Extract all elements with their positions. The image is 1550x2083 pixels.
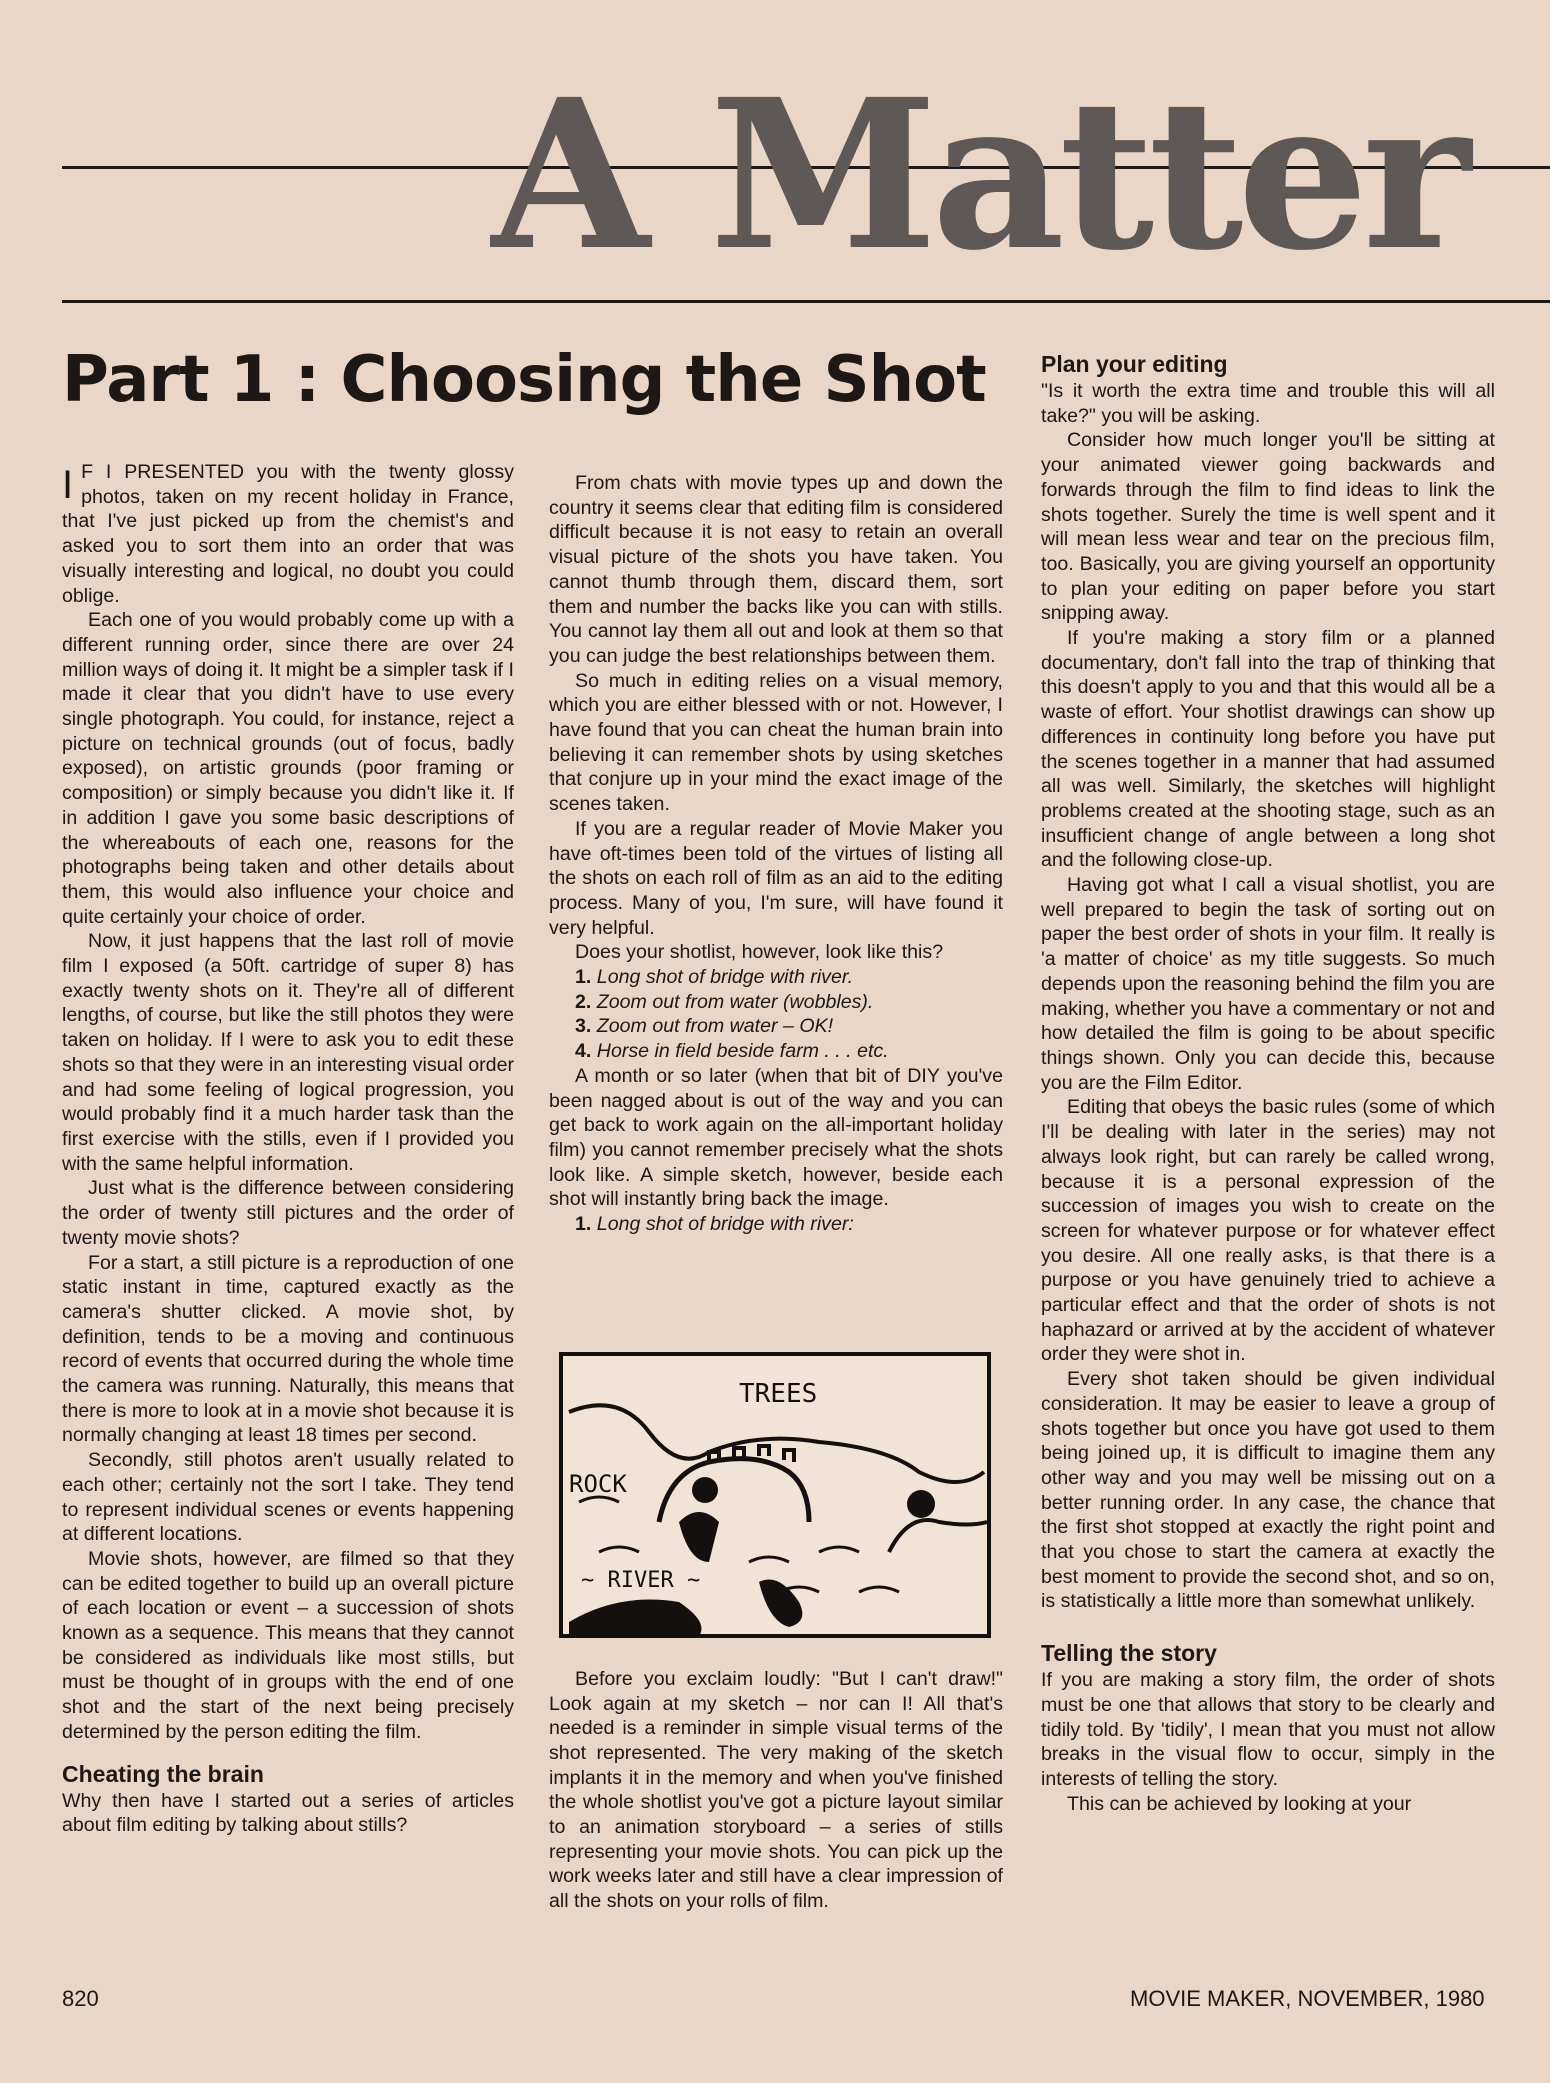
column-2 xyxy=(549,471,1003,1914)
sketch-caption: 1. Long shot of bridge with river: xyxy=(575,1213,854,1236)
tree-blob xyxy=(907,1490,935,1518)
sketch-label-river: ~ RIVER ~ xyxy=(581,1568,701,1593)
shotlist-item: 3. Zoom out from water – OK! xyxy=(575,1015,834,1038)
paragraph: For a start, a still picture is a reproduction of one static instant in time, captured exactly as the camera's shutter clicked. A movie shot, by definition, tends to be a moving and continuous record of events that occurred during the whole time the camera was running. Naturally, this means that there is more to look at in a movie shot because it is normally changing at least 18 times per second. xyxy=(62,1251,514,1447)
paragraph: Each one of you would probably come up with a different running order, since there are over 24 million ways of doing it. It might be a simpler task if I made it clear that you didn't have to use every single photograph. You could, for instance, reject a picture on technical grounds (out of focus, badly exposed), on artistic grounds (poor framing or composition) or simply because you didn't like it. If in addition I gave you some basic descriptions of the whereabouts of each one, reasons for the photographs being taken and other details about them, this would also influence your choice and quite certainly your choice of order. xyxy=(62,609,514,928)
paragraph: Secondly, still photos aren't usually related to each other; certainly not the sort I take. They tend to represent individual scenes or events happening at different locations. xyxy=(62,1449,514,1546)
paragraph: Having got what I call a visual shotlist, you are well prepared to begin the task of sorting out on paper the best order of shots in your film. It really is 'a matter of choice' as my title suggests. So much depends upon the reasoning behind the film you are making, whether you have a commentary or not and how detailed the film is going to be about specific things shown. Only you can decide this, because you are the Film Editor. xyxy=(1041,874,1495,1094)
paragraph: Editing that obeys the basic rules (some of which I'll be dealing with later in the series) may not always look right, but can rarely be called wrong, because it is a personal expression of the succession of images you wish to create on the screen for whatever purpose or for whatever effect you desire. All one really asks, is that there is a purpose or you have genuinely tried to achieve a particular effect and that the order of shots is not haphazard or arrived at by the accident of whatever order they were shot in. xyxy=(1041,1096,1495,1366)
paragraph: Consider how much longer you'll be sitting at your animated viewer going backwards and forwards through the film to find ideas to link the shots together. Surely the time is well spent and it will mean less wear and tear on the precious film, too. Basically, you are giving yourself an opportunity to plan your editing on paper before you start snipping away. xyxy=(1041,429,1495,625)
sketch-label-trees: TREES xyxy=(739,1379,818,1409)
subheading-plan-your-editing: Plan your editing xyxy=(1041,351,1228,377)
paragraph: I F I PRESENTED you with the twenty glossy photos, taken on my recent holiday in France, that I've just picked up from the chemist's and asked you to sort them into an order that was visually interesting and logical, no doubt you could oblige. xyxy=(62,461,514,607)
tree-blob xyxy=(692,1477,718,1503)
masthead-title: A Matter xyxy=(490,55,1465,295)
sketch-label-rock: ROCK xyxy=(569,1470,627,1498)
shotlist-item: 4. Horse in field beside farm . . . etc. xyxy=(575,1040,889,1063)
issue-footer: MOVIE MAKER, NOVEMBER, 1980 xyxy=(1130,1986,1485,2011)
paragraph: If you are a regular reader of Movie Maker you have oft-times been told of the virtues of listing all the shots on each roll of film as an aid to the editing process. Many of you, I'm sure, will have found it very helpful. xyxy=(549,817,1003,939)
paragraph: "Is it worth the extra time and trouble this will all take?" you will be asking. xyxy=(1041,380,1495,427)
page-number: 820 xyxy=(62,1986,99,2011)
bridge-sketch-illustration xyxy=(559,1352,991,1638)
drop-cap: I xyxy=(62,463,74,507)
paragraph: If you are making a story film, the order of shots must be one that allows that story to be clearly and tidily told. By 'tidily', I mean that you must not allow breaks in the visual flow to occur, simply in the interests of telling the story. xyxy=(1041,1669,1495,1790)
paragraph: If you're making a story film or a planned documentary, don't fall into the trap of thinking that this doesn't apply to you and that this would all be a waste of effort. Your shotlist drawings can show up differences in continuity long before you have put the scenes together in a manner that had assumed all was well. Similarly, the sketches will highlight problems created at the shooting stage, such as an insufficient change of angle between a long shot and the following close-up. xyxy=(1041,627,1495,872)
paragraph: Why then have I started out a series of articles about film editing by talking about stills? xyxy=(62,1789,514,1837)
shotlist-item: 1. Long shot of bridge with river. xyxy=(575,966,854,989)
paragraph: Before you exclaim loudly: "But I can't draw!" Look again at my sketch – nor can I! All that's needed is a reminder in simple visual terms of the shot represented. The very making of the sketch implants it in the memory and when you've finished the whole shotlist you've got a picture layout similar to an animation storyboard – a series of stills representing your movie shots. You can pick up the work weeks later and still have a clear impression of all the shots on your rolls of film. xyxy=(549,1667,1003,1913)
masthead-bottom-rule xyxy=(62,300,1550,303)
column-1 xyxy=(62,460,514,1838)
article-title: Part 1 : Choosing the Shot xyxy=(62,343,986,417)
shotlist-item: 2. Zoom out from water (wobbles). xyxy=(575,990,874,1013)
paragraph: This can be achieved by looking at your xyxy=(1067,1792,1412,1815)
paragraph: Now, it just happens that the last roll of movie film I exposed (a 50ft. cartridge of super 8) has exactly twenty shots on it. They're all of different lengths, of course, but like the still photos they were taken on holiday. If I were to ask you to edit these shots so that they were in an interesting visual order and had some feeling of logical progression, you would probably find it a much harder task than the first exercise with the stills, even if I provided you with the same helpful information. xyxy=(62,930,514,1175)
paragraph: A month or so later (when that bit of DIY you've been nagged about is out of the way and you can get back to work again on the all-important holiday film) you cannot remember precisely what the shots look like. A simple sketch, however, beside each shot will instantly bring back the image. xyxy=(549,1064,1003,1211)
paragraph: So much in editing relies on a visual memory, which you are either blessed with or not. However, I have found that you can cheat the human brain into believing it can remember shots by using sketches that conjure up in your mind the exact image of the scenes taken. xyxy=(549,669,1003,816)
paragraph: Movie shots, however, are filmed so that they can be edited together to build up an overall picture of each location or event – a succession of shots known as a sequence. This means that they cannot be considered as individuals like most stills, but must be thought of in groups with the end of one shot and the start of the next being precisely determined by the person editing the film. xyxy=(62,1547,514,1743)
subheading-telling-the-story: Telling the story xyxy=(1041,1640,1217,1667)
subheading-cheating-the-brain: Cheating the brain xyxy=(62,1760,264,1787)
paragraph: Just what is the difference between considering the order of twenty still pictures and the order of twenty movie shots? xyxy=(62,1177,514,1249)
paragraph: Every shot taken should be given individual consideration. It may be easier to leave a group of shots together but once you have got used to them being joined up, it is difficult to imagine them any other way and you may well be missing out on a better running order. In any case, the chance that the first shot stopped at exactly the right point and that you chose to start the camera at exactly the best moment to provide the second shot, and so on, is statistically a little more than somewhat unlikely. xyxy=(1041,1368,1495,1613)
paragraph: Does your shotlist, however, look like this? xyxy=(575,941,944,964)
column-3 xyxy=(1041,351,1495,1816)
paragraph: From chats with movie types up and down the country it seems clear that editing film is considered difficult because it is not easy to retain an overall visual picture of the shots you have taken. You cannot thumb through them, discard them, sort them and number the backs like you can with stills. You cannot lay them all out and look at them so that you can judge the best relationships between them. xyxy=(549,472,1003,667)
